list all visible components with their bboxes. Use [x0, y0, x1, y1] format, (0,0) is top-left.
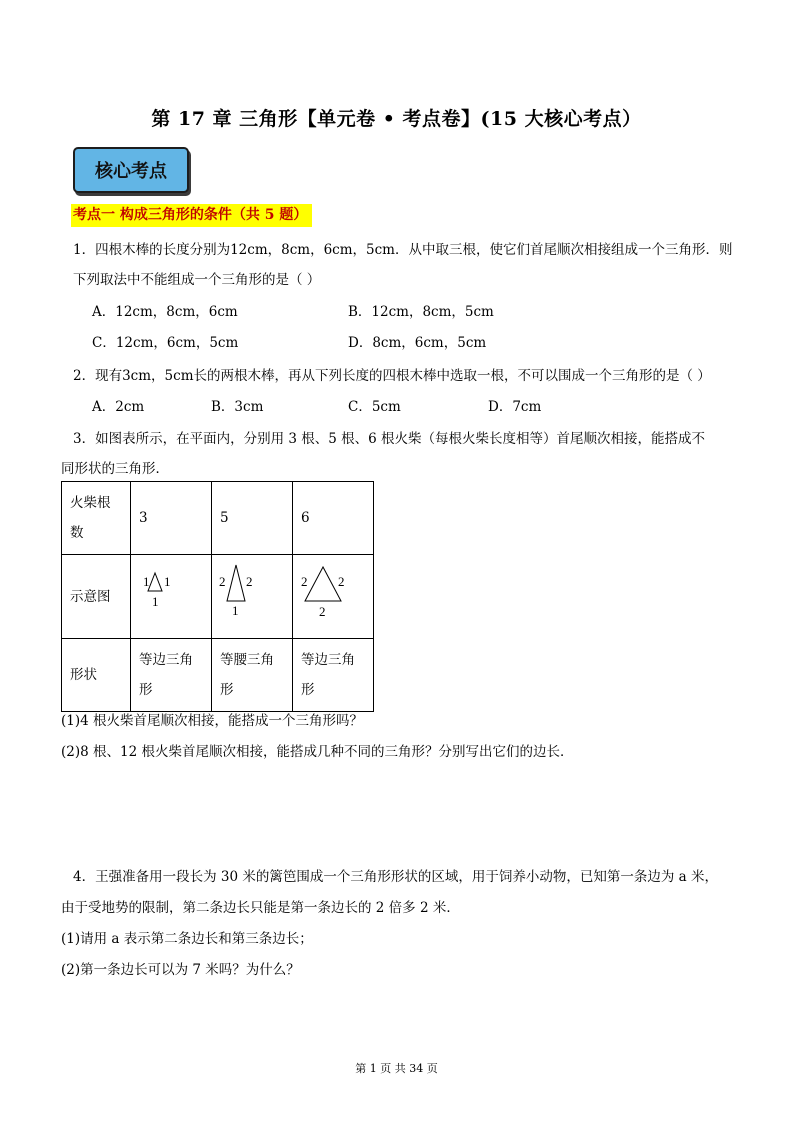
q3-stem-line2: 同形状的三角形． [61, 461, 169, 477]
diagram-label: 1 [232, 603, 239, 618]
table-cell [293, 639, 374, 712]
table-row [62, 639, 374, 712]
table-cell: 5 [212, 482, 293, 555]
table-cell [212, 639, 293, 712]
core-points-label: 核心考点 [73, 147, 189, 193]
diagram-label: 1 [152, 594, 159, 609]
q1-option-a: A．12cm，8cm，6cm [92, 304, 238, 320]
table-cell: 示意图 [62, 555, 131, 639]
q3-stem-line1: 3．如图表所示，在平面内，分别用 3 根、5 根、6 根火柴（每根火柴长度相等）首尾顺次相接，能搭成不 [73, 431, 706, 447]
matchstick-table [61, 481, 374, 712]
table-cell [131, 639, 212, 712]
diagram-label: 1 [164, 574, 171, 589]
diagram-label: 2 [246, 574, 253, 589]
q4-sub2: (2)第一条边长可以为 7 米吗？为什么？ [61, 962, 300, 978]
cell-text: 等边三角 [301, 652, 355, 668]
triangle-diagram-3 [131, 555, 211, 627]
diagram-label: 2 [219, 574, 226, 589]
q2-option-c: C．5cm [348, 399, 401, 415]
table-cell: 6 [293, 482, 374, 555]
q1-stem-line1: 1．四根木棒的长度分别为12cm，8cm，6cm，5cm．从中取三根，使它们首尾顺次相接组成一个三角形．则 [73, 242, 733, 258]
q3-sub2: (2)8 根、12 根火柴首尾顺次相接，能搭成几种不同的三角形？分别写出它们的边长． [61, 744, 574, 760]
kaodian-1-heading: 考点一 构成三角形的条件（共 5 题） [71, 204, 312, 227]
table-cell [212, 555, 293, 639]
page-footer: 第 1 页 共 34 页 [355, 1062, 438, 1075]
table-cell: 形状 [62, 639, 131, 712]
table-row [62, 482, 374, 555]
q2-option-d: D．7cm [488, 399, 542, 415]
q1-option-c: C．12cm，6cm，5cm [92, 335, 239, 351]
diagram-label: 2 [301, 574, 308, 589]
cell-text: 形 [139, 682, 153, 698]
table-cell: 3 [131, 482, 212, 555]
q1-option-d: D．8cm，6cm，5cm [348, 335, 487, 351]
cell-text: 火柴根 [70, 495, 111, 511]
q4-stem-line1: 4．王强准备用一段长为 30 米的篱笆围成一个三角形形状的区域，用于饲养小动物，已知第一条边为 a 米， [73, 869, 718, 885]
q1-option-b: B．12cm，8cm，5cm [348, 304, 494, 320]
q4-sub1: (1)请用 a 表示第二条边长和第三条边长； [61, 931, 313, 947]
page-title: 第 17 章 三角形【单元卷 • 考点卷】(15 大核心考点） [151, 108, 642, 130]
triangle-diagram-6 [293, 555, 373, 627]
cell-text: 形 [220, 682, 234, 698]
cell-text: 等腰三角 [220, 652, 274, 668]
diagram-label: 1 [143, 574, 150, 589]
q4-stem-line2: 由于受地势的限制，第二条边长只能是第一条边长的 2 倍多 2 米． [61, 900, 460, 916]
q1-stem-line2: 下列取法中不能组成一个三角形的是（ ） [73, 272, 321, 288]
q2-option-a: A．2cm [92, 399, 145, 415]
table-cell [62, 482, 131, 555]
table-cell [131, 555, 212, 639]
diagram-label: 2 [338, 574, 345, 589]
q2-stem: 2．现有3cm，5cm长的两根木棒，再从下列长度的四根木棒中选取一根，不可以围成一个三角形的是（ ） [73, 368, 711, 384]
triangle-diagram-5 [212, 555, 292, 627]
diagram-label: 2 [319, 604, 326, 619]
cell-text: 形 [301, 682, 315, 698]
q3-sub1: (1)4 根火柴首尾顺次相接，能搭成一个三角形吗？ [61, 713, 364, 729]
table-row [62, 555, 374, 639]
table-cell [293, 555, 374, 639]
q2-option-b: B．3cm [211, 399, 264, 415]
cell-text: 数 [70, 525, 84, 541]
cell-text: 等边三角 [139, 652, 193, 668]
